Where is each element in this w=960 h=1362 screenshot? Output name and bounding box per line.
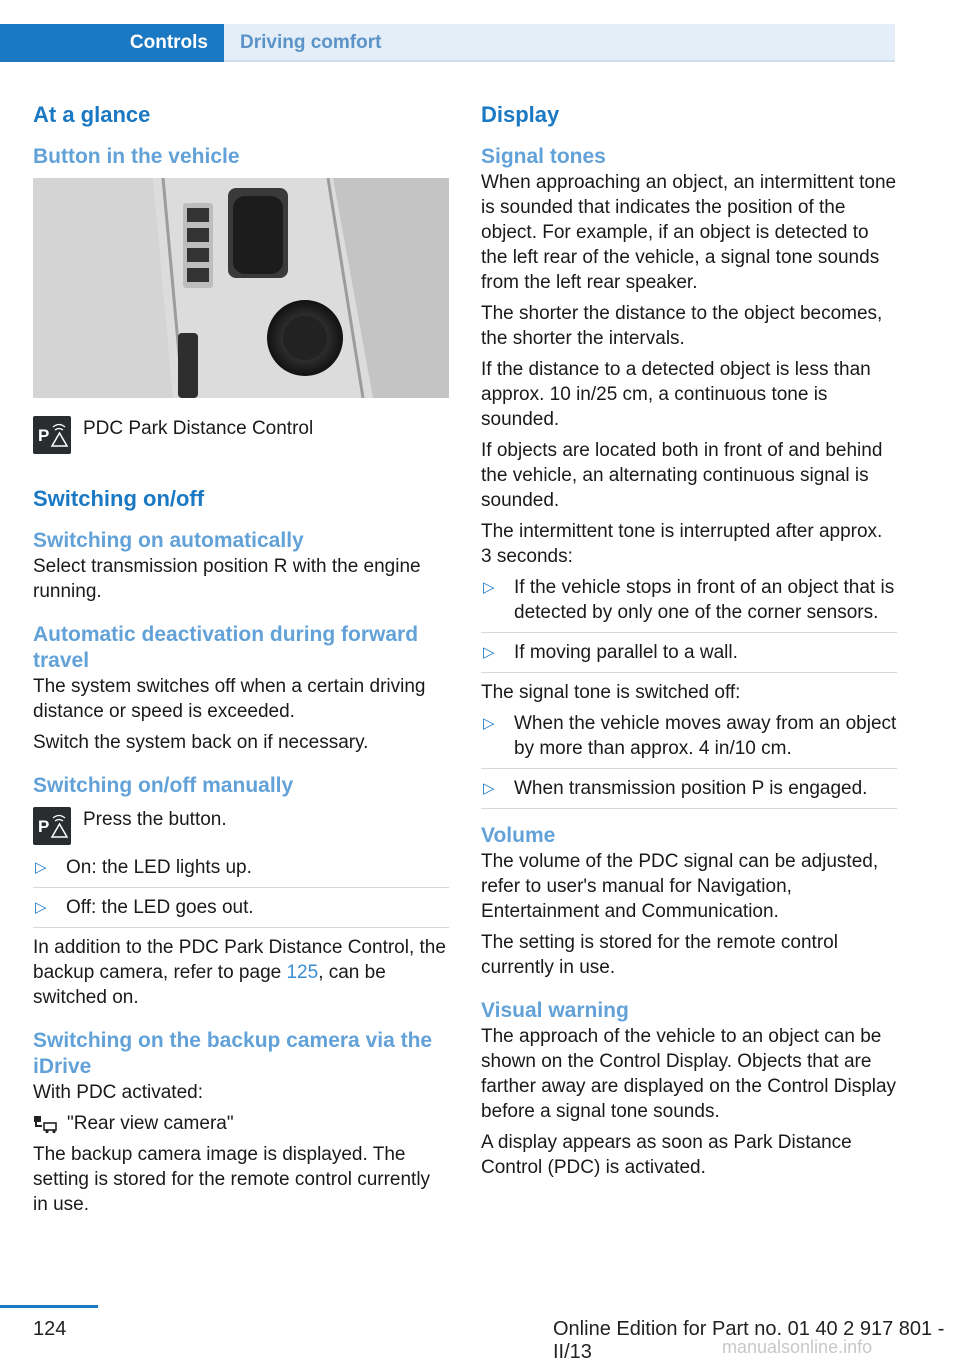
svg-text:P: P bbox=[38, 817, 50, 836]
tab-underline bbox=[224, 60, 895, 62]
paragraph-signal-4: If objects are located both in front of and behind the vehicle, an alternating continuous signal is sounded. bbox=[481, 440, 883, 511]
interrupt-list bbox=[481, 575, 897, 673]
header-tabs bbox=[0, 24, 895, 62]
pdc-button-legend bbox=[33, 416, 449, 458]
bullet-triangle-icon: ▷ bbox=[483, 780, 495, 797]
off-list bbox=[481, 711, 897, 809]
heading-backup-camera-idrive: Switching on the backup camera via the iDrive bbox=[33, 1029, 433, 1078]
rear-view-camera-text: "Rear view camera" bbox=[67, 1113, 234, 1134]
paragraph-signal-3: If the distance to a detected object is less than approx. 10 in/25 cm, a continuous tone is sounded. bbox=[481, 359, 871, 430]
svg-text:P: P bbox=[38, 426, 50, 445]
press-button-line bbox=[33, 807, 449, 849]
page-number: 124 bbox=[33, 1318, 67, 1340]
heading-volume: Volume bbox=[481, 824, 556, 847]
paragraph-camera-displayed: The backup camera image is displayed. The setting is stored for the remote control currently in use. bbox=[33, 1144, 431, 1215]
paragraph-signal-1: When approaching an object, an intermittent tone is sounded that indicates the position of the object. For example, if an object is detected to the left rear of the vehicle, a signal tone sounds from the left rear speaker. bbox=[481, 172, 897, 293]
right-column bbox=[481, 100, 897, 1186]
paragraph-signal-2: The shorter the distance to the object becomes, the shorter the intervals. bbox=[481, 303, 883, 349]
bullet-triangle-icon: ▷ bbox=[35, 899, 47, 916]
tab-driving-comfort[interactable]: Driving comfort bbox=[224, 24, 895, 62]
list-item: ▷ On: the LED lights up. bbox=[33, 855, 449, 888]
left-column bbox=[33, 100, 449, 1223]
footer-accent-line bbox=[0, 1305, 98, 1308]
paragraph-signal-5: The intermittent tone is interrupted after approx. 3 seconds: bbox=[481, 521, 883, 567]
list-item: ▷ If the vehicle stops in front of an object that is detected by only one of the corner sensors. bbox=[481, 575, 897, 633]
bullet-triangle-icon: ▷ bbox=[483, 715, 495, 732]
rear-view-camera-icon bbox=[33, 1114, 59, 1134]
edition-text: Online Edition for Part no. 01 40 2 917 801 - II/13 bbox=[553, 1318, 945, 1362]
center-console-photo bbox=[33, 178, 449, 398]
press-button-text: Press the button. bbox=[83, 809, 227, 830]
heading-signal-tones: Signal tones bbox=[481, 145, 606, 168]
heading-display: Display bbox=[481, 102, 560, 127]
rear-view-camera-line bbox=[33, 1111, 449, 1136]
paragraph-auto-off-1: The system switches off when a certain driving distance or speed is exceeded. bbox=[33, 676, 426, 722]
watermark: manualsonline.info bbox=[722, 1337, 873, 1357]
list-item: ▷ When the vehicle moves away from an object by more than approx. 4 in/10 cm. bbox=[481, 711, 897, 769]
paragraph-pdc-activated: With PDC activated: bbox=[33, 1082, 203, 1103]
paragraph-backup-camera: In addition to the PDC Park Distance Control, the backup camera, refer to page 125, can be switched on. bbox=[33, 937, 446, 1008]
tab-controls[interactable]: Controls bbox=[0, 24, 224, 62]
paragraph-auto-off-2: Switch the system back on if necessary. bbox=[33, 732, 369, 753]
heading-button-in-vehicle: Button in the vehicle bbox=[33, 145, 240, 168]
bullet-triangle-icon: ▷ bbox=[483, 579, 495, 596]
pdc-icon bbox=[33, 807, 71, 845]
list-item: ▷ When transmission position P is engaged. bbox=[481, 776, 897, 809]
paragraph-auto-on: Select transmission position R with the engine running. bbox=[33, 556, 421, 602]
list-item: ▷ If moving parallel to a wall. bbox=[481, 640, 897, 673]
paragraph-volume-2: The setting is stored for the remote control currently in use. bbox=[481, 932, 838, 978]
manual-list bbox=[33, 855, 449, 928]
page-link-125[interactable]: 125 bbox=[286, 962, 319, 983]
heading-switching-on-off: Switching on/off bbox=[33, 486, 205, 511]
heading-switching-manually: Switching on/off manually bbox=[33, 774, 294, 797]
bullet-triangle-icon: ▷ bbox=[483, 644, 495, 661]
heading-visual-warning: Visual warning bbox=[481, 999, 629, 1022]
heading-at-a-glance: At a glance bbox=[33, 102, 151, 127]
paragraph-visual-2: A display appears as soon as Park Distance Control (PDC) is activated. bbox=[481, 1132, 852, 1178]
pdc-label: PDC Park Distance Control bbox=[83, 418, 314, 439]
bullet-triangle-icon: ▷ bbox=[35, 859, 47, 876]
paragraph-volume-1: The volume of the PDC signal can be adjusted, refer to user's manual for Navigation, Entertainment and Communication. bbox=[481, 851, 879, 922]
paragraph-switched-off: The signal tone is switched off: bbox=[481, 682, 741, 703]
heading-switching-on-automatically: Switching on automatically bbox=[33, 529, 304, 552]
pdc-icon bbox=[33, 416, 71, 454]
heading-automatic-deactivation: Automatic deactivation during forward travel bbox=[33, 623, 419, 672]
list-item: ▷ Off: the LED goes out. bbox=[33, 895, 449, 928]
paragraph-visual-1: The approach of the vehicle to an object can be shown on the Control Display. Objects that are farther away are displayed on the Control Display before a signal tone sounds. bbox=[481, 1026, 897, 1122]
